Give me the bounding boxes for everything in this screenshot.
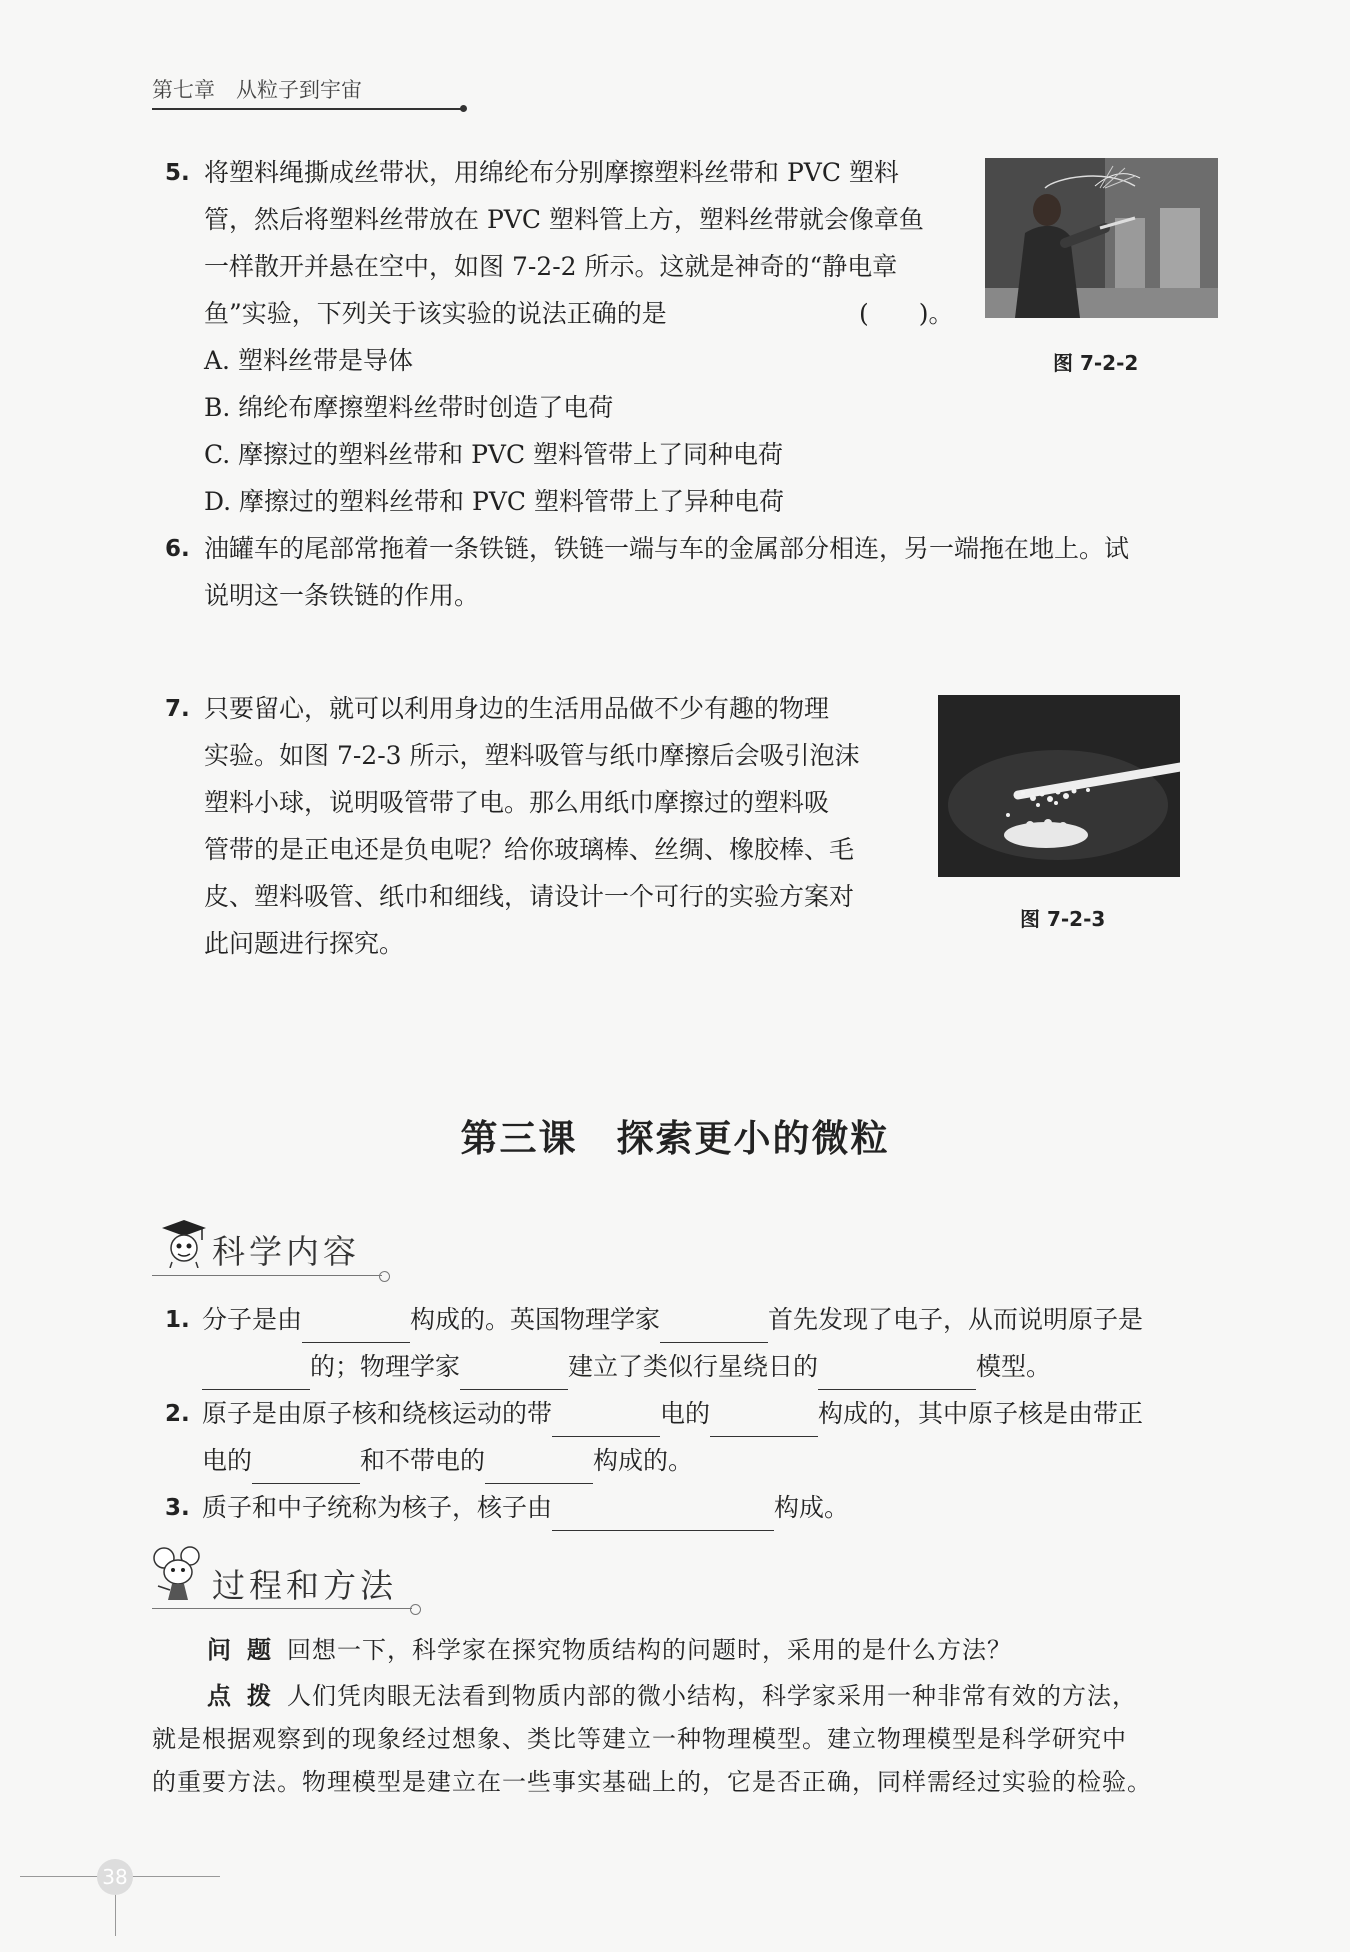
- blank[interactable]: [552, 1500, 774, 1531]
- blank[interactable]: [252, 1453, 360, 1484]
- question-line: 一样散开并悬在空中，如图 7-2-2 所示。这就是神奇的“静电章: [204, 252, 898, 281]
- blank[interactable]: [710, 1406, 818, 1437]
- blank[interactable]: [552, 1406, 660, 1437]
- question-line: 实验。如图 7-2-3 所示，塑料吸管与纸巾摩擦后会吸引泡沫: [204, 741, 860, 770]
- question-line: 皮、塑料吸管、纸巾和细线，请设计一个可行的实验方案对: [204, 882, 855, 911]
- blank[interactable]: [818, 1359, 976, 1390]
- fill-blank-line: 电的 和不带电的 构成的。: [202, 1437, 693, 1484]
- option-d: D. 摩擦过的塑料丝带和 PVC 塑料管带上了异种电荷: [204, 487, 784, 516]
- figure-7-2-3-photo: [938, 695, 1180, 877]
- blank[interactable]: [660, 1312, 768, 1343]
- item-number: 1.: [165, 1307, 190, 1333]
- hint-label: 点拨: [207, 1682, 287, 1710]
- mouse-mascot-icon: [150, 1546, 206, 1602]
- option-c: C. 摩擦过的塑料丝带和 PVC 塑料管带上了同种电荷: [204, 440, 784, 469]
- question-paragraph: [207, 1629, 1012, 1672]
- question-line: 说明这一条铁链的作用。: [204, 581, 480, 610]
- question-line: 管，然后将塑料丝带放在 PVC 塑料管上方，塑料丝带就会像章鱼: [204, 205, 924, 234]
- blank[interactable]: [202, 1359, 310, 1390]
- lesson-title: 第三课 探索更小的微粒: [460, 1116, 890, 1160]
- question-line: 只要留心，就可以利用身边的生活用品做不少有趣的物理: [204, 694, 830, 723]
- question-number: 7.: [165, 696, 190, 722]
- blank[interactable]: [460, 1359, 568, 1390]
- question-line: 油罐车的尾部常拖着一条铁链，铁链一端与车的金属部分相连，另一端拖在地上。试: [204, 534, 1130, 563]
- scholar-mascot-icon: [158, 1218, 208, 1268]
- section-underline: [152, 1275, 382, 1276]
- figure-caption: 图 7-2-2: [1053, 351, 1139, 375]
- figure-caption: 图 7-2-3: [1020, 907, 1106, 931]
- section-heading: 过程和方法: [212, 1566, 397, 1605]
- blank[interactable]: [485, 1453, 593, 1484]
- item-number: 2.: [165, 1401, 190, 1427]
- question-number: 6.: [165, 536, 190, 562]
- fill-blank-line: 原子是由原子核和绕核运动的带 电的 构成的，其中原子核是由带正: [202, 1390, 1143, 1437]
- hint-paragraph-line: 就是根据观察到的现象经过想象、类比等建立一种物理模型。建立物理模型是科学研究中: [152, 1725, 1127, 1753]
- question-line: 管带的是正电还是负电呢？给你玻璃棒、丝绸、橡胶棒、毛: [204, 835, 855, 864]
- answer-parentheses: ( )。: [859, 299, 954, 328]
- running-header: [152, 74, 362, 104]
- chapter-label: 第七章: [152, 78, 215, 102]
- fill-blank-line: 的；物理学家 建立了类似行星绕日的 模型。: [202, 1343, 1051, 1390]
- question-text: [204, 149, 974, 337]
- figure-7-2-2-photo: [985, 158, 1218, 318]
- question-number: 5.: [165, 160, 190, 186]
- section-underline: [152, 1608, 412, 1609]
- option-b: B. 绵纶布摩擦塑料丝带时创造了电荷: [204, 393, 614, 422]
- section-underline-end: [379, 1271, 390, 1282]
- question-line: 此问题进行探究。: [204, 929, 405, 958]
- question-line: 塑料小球，说明吸管带了电。那么用纸巾摩擦过的塑料吸: [204, 788, 830, 817]
- question-text: 回想一下，科学家在探究物质结构的问题时，采用的是什么方法？: [287, 1636, 1012, 1664]
- fill-blank-line: 分子是由 构成的。英国物理学家 首先发现了电子，从而说明原子是: [202, 1296, 1143, 1343]
- question-line: 鱼”实验，下列关于该实验的说法正确的是 ( )。: [204, 290, 974, 337]
- hint-paragraph-line: 点拨人们凭肉眼无法看到物质内部的微小结构，科学家采用一种非常有效的方法，: [207, 1682, 1137, 1710]
- header-rule: [152, 108, 464, 110]
- item-number: 3.: [165, 1495, 190, 1521]
- chapter-title: 从粒子到宇宙: [236, 78, 362, 102]
- question-text: [204, 525, 1224, 619]
- straw-attracting-foam-icon: [938, 695, 1180, 877]
- question-line: 将塑料绳撕成丝带状，用绵纶布分别摩擦塑料丝带和 PVC 塑料: [204, 158, 899, 187]
- header-rule-dot: [460, 105, 467, 112]
- page-number: 38: [97, 1859, 133, 1895]
- hint-paragraph-line: 的重要方法。物理模型是建立在一些事实基础上的，它是否正确，同样需经过实验的检验。: [152, 1768, 1152, 1796]
- section-heading: 科学内容: [212, 1232, 360, 1271]
- section-underline-end: [410, 1604, 421, 1615]
- static-octopus-photo-icon: [985, 158, 1218, 318]
- blank[interactable]: [302, 1312, 410, 1343]
- option-a: A. 塑料丝带是导体: [204, 346, 413, 375]
- question-label: 问题: [207, 1636, 287, 1664]
- fill-blank-line: 质子和中子统称为核子，核子由 构成。: [202, 1484, 849, 1531]
- question-text: [204, 685, 904, 967]
